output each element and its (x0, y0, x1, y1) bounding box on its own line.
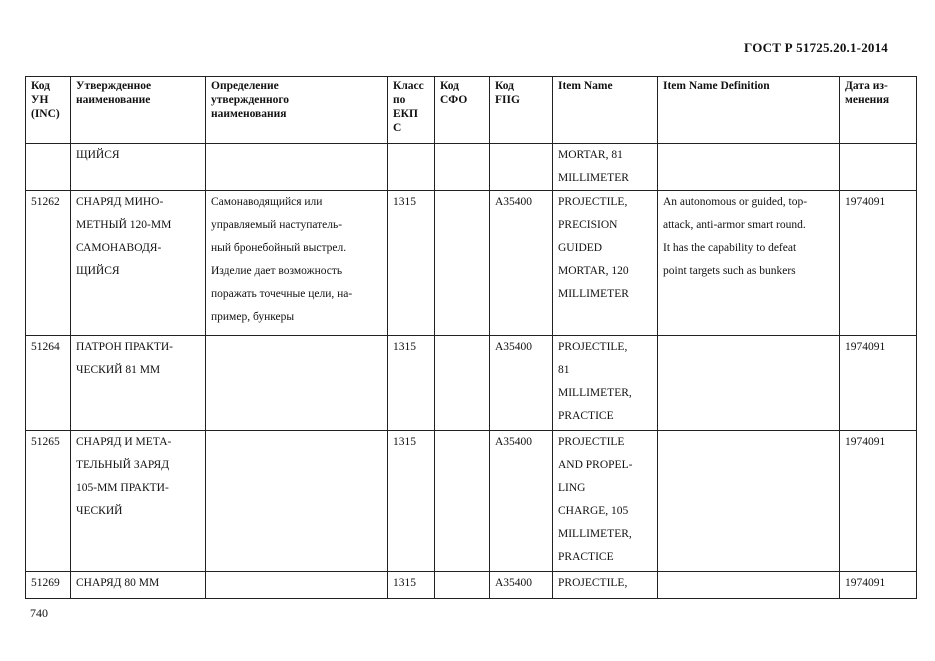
col-header-approved-name: Утвержденное наименование (71, 77, 206, 144)
cell-class: 1315 (388, 191, 435, 336)
table-row (26, 336, 917, 431)
col-header-item-name-definition: Item Name Definition (658, 77, 840, 144)
cell-definition (206, 336, 388, 431)
table-row (26, 191, 917, 336)
cell-approved-name: ЩИЙСЯ (71, 144, 206, 191)
cell-item-name: PROJECTILE AND PROPEL- LING CHARGE, 105 MILLIMETER, PRACTICE (553, 431, 658, 572)
cell-definition (206, 572, 388, 599)
doc-code: ГОСТ Р 51725.20.1-2014 (744, 40, 888, 55)
cell-class: 1315 (388, 431, 435, 572)
cell-approved-name: СНАРЯД И МЕТА- ТЕЛЬНЫЙ ЗАРЯД 105-ММ ПРАКТИ- ЧЕСКИЙ (71, 431, 206, 572)
table-row (26, 144, 917, 191)
cell-definition (206, 431, 388, 572)
cell-sfo (435, 572, 490, 599)
col-header-item-name: Item Name (553, 77, 658, 144)
catalog-table (25, 76, 917, 599)
cell-inc: 51264 (26, 336, 71, 431)
col-header-sfo: Код СФО (435, 77, 490, 144)
col-header-inc: Код УН (INC) (26, 77, 71, 144)
cell-fiig: A35400 (490, 336, 553, 431)
cell-inc (26, 144, 71, 191)
cell-class: 1315 (388, 572, 435, 599)
cell-inc: 51265 (26, 431, 71, 572)
cell-item-name-definition (658, 572, 840, 599)
cell-inc: 51262 (26, 191, 71, 336)
col-header-definition: Определение утвержденного наименования (206, 77, 388, 144)
cell-sfo (435, 431, 490, 572)
cell-item-name-definition (658, 336, 840, 431)
cell-definition (206, 144, 388, 191)
cell-fiig: A35400 (490, 431, 553, 572)
table-row (26, 431, 917, 572)
cell-approved-name: СНАРЯД МИНО- МЕТНЫЙ 120-ММ САМОНАВОДЯ- ЩИЙСЯ (71, 191, 206, 336)
cell-fiig (490, 144, 553, 191)
cell-fiig: A35400 (490, 572, 553, 599)
cell-change-date: 1974091 (840, 191, 917, 336)
cell-item-name: MORTAR, 81 MILLIMETER (553, 144, 658, 191)
table-header-row (26, 77, 917, 144)
cell-sfo (435, 336, 490, 431)
table-row (26, 572, 917, 599)
col-header-class: Класс по ЕКП С (388, 77, 435, 144)
col-header-fiig: Код FIIG (490, 77, 553, 144)
cell-item-name: PROJECTILE, PRECISION GUIDED MORTAR, 120 MILLIMETER (553, 191, 658, 336)
cell-item-name-definition (658, 431, 840, 572)
cell-fiig: A35400 (490, 191, 553, 336)
cell-item-name: PROJECTILE, 81 MILLIMETER, PRACTICE (553, 336, 658, 431)
cell-inc: 51269 (26, 572, 71, 599)
cell-item-name: PROJECTILE, (553, 572, 658, 599)
cell-change-date: 1974091 (840, 431, 917, 572)
cell-item-name-definition: An autonomous or guided, top- attack, anti-armor smart round. It has the capability to defeat point targets such as bunkers (658, 191, 840, 336)
cell-sfo (435, 191, 490, 336)
cell-change-date: 1974091 (840, 572, 917, 599)
cell-class (388, 144, 435, 191)
cell-change-date: 1974091 (840, 336, 917, 431)
cell-definition: Самонаводящийся или управляемый наступатель- ный бронебойный выстрел. Изделие дает возможность поражать точечные цели, на- пример, бункеры (206, 191, 388, 336)
page-number: 740 (30, 606, 48, 620)
cell-item-name-definition (658, 144, 840, 191)
cell-approved-name: СНАРЯД 80 ММ (71, 572, 206, 599)
cell-sfo (435, 144, 490, 191)
col-header-change-date: Дата из- менения (840, 77, 917, 144)
cell-change-date (840, 144, 917, 191)
cell-class: 1315 (388, 336, 435, 431)
cell-approved-name: ПАТРОН ПРАКТИ- ЧЕСКИЙ 81 ММ (71, 336, 206, 431)
